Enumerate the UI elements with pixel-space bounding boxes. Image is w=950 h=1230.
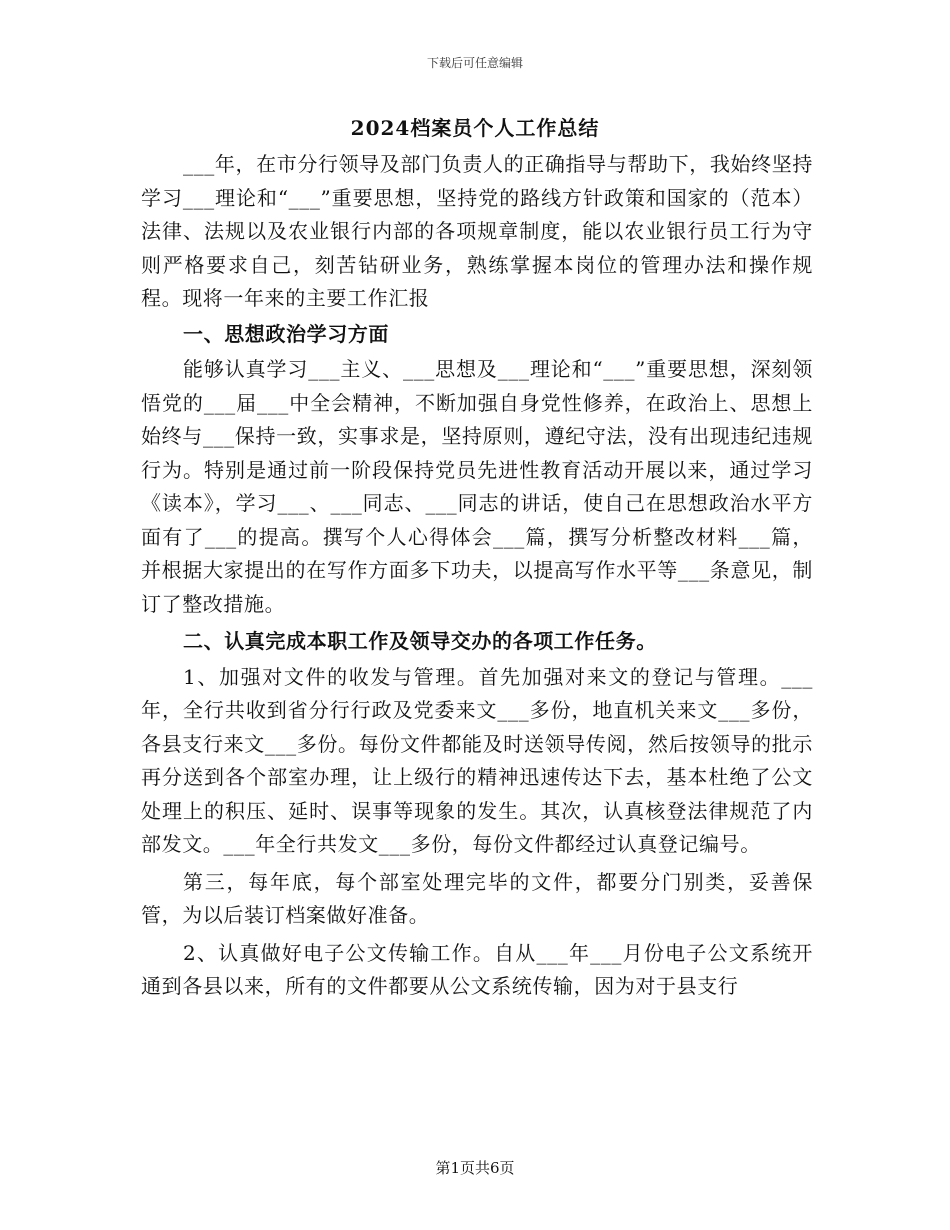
page-number: 第1页共6页 <box>435 1159 515 1177</box>
intro-paragraph: ___年，在市分行领导及部门负责人的正确指导与帮助下，我始终坚持学习___理论和“___”重要思想，坚持党的路线方针政策和国家的（范本）法律、法规以及农业银行内部的各项规章制度，能以农业银行员工行为守则严格要求自己，刻苦钻研业务，熟练掌握本岗位的管理办法和操作规程。现将一年来的主要工作汇报 <box>141 152 813 310</box>
section-heading-1: 一、思想政治学习方面 <box>183 321 389 346</box>
section-2-paragraph-2: 第三，每年底，每个部室处理完毕的文件，都要分门别类，妥善保管，为以后装订档案做好准备。 <box>141 869 813 927</box>
section-2-paragraph-3: 2、认真做好电子公文传输工作。自从___年___月份电子公文系统开通到各县以来，所有的文件都要从公文系统传输，因为对于县支行 <box>141 940 813 998</box>
section-2-paragraph-1: 1、加强对文件的收发与管理。首先加强对来文的登记与管理。___年，全行共收到省分行行政及党委来文___多份，地直机关来文___多份，各县支行来文___多份。每份文件都能及时送领导传阅，然后按领导的批示再分送到各个部室办理，让上级行的精神迅速传达下去，基本杜绝了公文处理上的积压、延时、误事等现象的发生。其次，认真核登法律规范了内部发文。___年全行共发文___多份，每份文件都经过认真登记编号。 <box>141 664 813 856</box>
section-heading-2: 二、认真完成本职工作及领导交办的各项工作任务。 <box>183 629 657 653</box>
header-note: 下载后可任意编辑 <box>426 56 523 70</box>
document-body <box>141 148 813 1004</box>
section-1-paragraph: 能够认真学习___主义、___思想及___理论和“___”重要思想，深刻领悟党的___届___中全会精神，不断加强自身党性修养，在政治上、思想上始终与___保持一致，实事求是，坚持原则，遵纪守法，没有出现违纪违规行为。特别是通过前一阶段保持党员先进性教育活动开展以来，通过学习《读本》，学习___、___同志、___同志的讲话，使自己在思想政治水平方面有了___的提高。撰写个人心得体会___篇，撰写分析整改材料___篇，并根据大家提出的在写作方面多下功夫，以提高写作水平等___条意见，制订了整改措施。 <box>141 357 813 616</box>
document-title: 2024档案员个人工作总结 <box>350 116 600 140</box>
